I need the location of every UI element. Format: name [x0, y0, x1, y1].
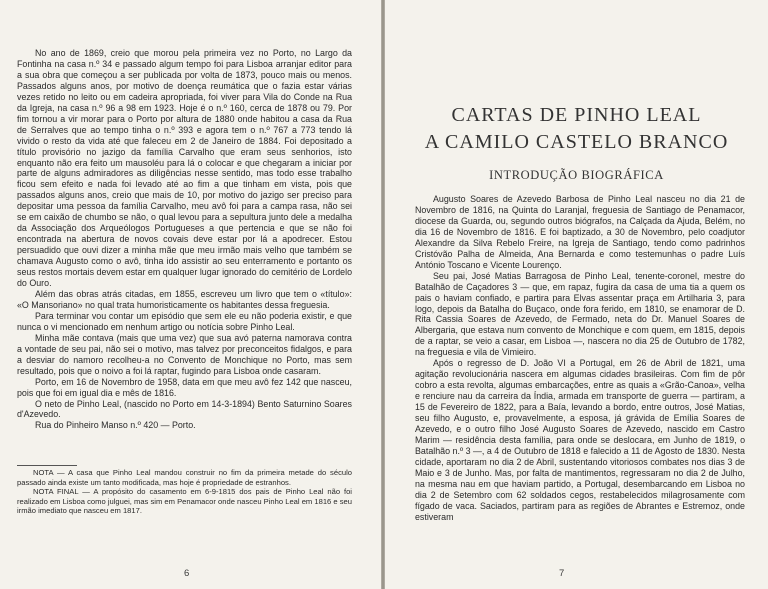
right-body-text — [415, 194, 745, 523]
right-paragraph: Seu pai, José Matias Barragosa de Pinho Leal, tenente-coronel, mestre do Batalhão de Caçadores 3 — que, em rapaz, fugira da casa de uma tia a quem os pais o haviam confiado, e partira para Elvas assentar praça em Artilharia 3, para logo, depois da Batalha do Buçaco, onde fora ferido, em 1810, se enamorar de D. Rita Cassia Soares de Azevedo, de Fermado, neta do Dr. Manuel Soares de Albergaria, que estava num convento de Monchique e com quem, em 1815, depois de a raptar, se veio a casar, em Lisboa —, nascera no dia 25 de Outubro de 1782, na freguesia e vila de Vimieiro. — [415, 270, 745, 358]
right-paragraph: Após o regresso de D. João VI a Portugal, em 26 de Abril de 1821, uma agitação revolucionária nascera em algumas cidades brasileiras. Com fim de pôr cobro a esta revolta, algumas embarcações, entre as quais a «Grão-Canoa», velha e renciure nau da carreira da Índia, armada em transporte de guerra — partiram, a 15 de Fevereiro de 1822, para a Baía, levando a bordo, entre outros, José Matias, seu filho Augusto, e, provavelmente, a esposa, já grávida de Emília Soares de Azevedo, e o outro filho José Augusto Soares de Azevedo, nascido em Castro Marim — residência desta família, para onde se deslocara, em Junho de 1819, o Batalhão n.º 3 —, a 4 de Outubro de 1818 e falecido a 11 de Agosto de 1830. Nesta cidade, aportaram no dia 2 de Abril, sustentando vitoriosos combates nos dias 3 de Maio e 3 de Junho. Mas, por falta de mantimentos, regressaram no dia 2 de Julho, na mesma nau em que haviam partido, a Portugal, desembarcando em Lisboa no dia 2 de Setembro com 62 soldados cegos, restabelecidos milagrosamente com fígado de vaca. Saciados, partiram para as regiões de Abrantes e Estremoz, onde estiveram — [415, 358, 745, 522]
right-page — [385, 0, 768, 589]
footnote: NOTA — A casa que Pinho Leal mandou construir no fim da primeira metade do século passado ainda existe um tanto modificada, mas hoje é propriedade de estranhos. — [17, 468, 352, 487]
left-paragraph: Minha mãe contava (mais que uma vez) que sua avó paterna namorava contra a vontade de seu pai, não sei o motivo, mas talvez por preconceitos fidalgos, e para a desviar do namoro recolheu-a no Convento de Monchique no Porto, mas sem resultado, pois que o noivo a foi lá raptar, fugindo para Lisboa onde casaram. — [17, 332, 352, 376]
left-paragraph: Além das obras atrás citadas, em 1855, escreveu um livro que tem o «título»: «O Mansoriano» no qual trata humoristicamente os habitantes dessa freguesia. — [17, 288, 352, 310]
author-address: Rua do Pinheiro Manso n.º 420 — Porto. — [35, 420, 196, 431]
book-title-line-2: A CAMILO CASTELO BRANCO — [424, 131, 729, 153]
page-number-left: 6 — [184, 568, 190, 579]
left-paragraph: Porto, em 16 de Novembro de 1958, data em que meu avô fez 142 que nasceu, pois que foi em igual dia e mês de 1816. — [17, 376, 352, 398]
left-paragraph: O neto de Pinho Leal, (nascido no Porto em 14-3-1894) Bento Saturnino Soares d'Azevedo. — [17, 398, 352, 420]
right-paragraph: Augusto Soares de Azevedo Barbosa de Pinho Leal nasceu no dia 21 de Novembro de 1816, na Quinta do Laranjal, freguesia de Santiago de Penamacor, diocese da Guarda, ou, segundo outros biógrafos, na Calçada da Ajuda, Belém, no dia 16 de Novembro de 1816. E foi baptizado, a 30 de Novembro, pelo coadjutor Alexandre da Silva Rebelo Freire, na Igreja de Santiago, tendo como padrinhos Cristóvão Palha de Almeida, Ana Bernarda e como testemunhas o padre Luís António Toscano e Vicente Lourenço. — [415, 194, 745, 270]
footnote: NOTA FINAL — A propósito do casamento em 6-9-1815 dos pais de Pinho Leal não foi realizado em Lisboa como julguei, mas sim em Penamacor onde nasceu Pinho Leal em 1816 e seu irmão imediato que nasceu em 1817. — [17, 487, 352, 515]
book-title-line-1: CARTAS DE PINHO LEAL — [451, 104, 702, 126]
section-subtitle: INTRODUÇÃO BIOGRÁFICA — [489, 168, 664, 182]
footnotes — [17, 468, 352, 516]
left-body-text — [17, 48, 352, 431]
left-paragraph: Para terminar vou contar um episódio que sem ele eu não poderia existir, e que nunca o vi mencionado em nenhum artigo ou notícia sobre Pinho Leal. — [17, 310, 352, 332]
left-paragraph: No ano de 1869, creio que morou pela primeira vez no Porto, no Largo da Fontinha na casa n.º 34 e passado algum tempo foi para Lisboa arranjar editor para a sua obra que começou a ser publicada por volta de 1873, pouco mais ou menos. Passados alguns anos, por motivo de doença reumática que o fazia estar várias vezes retido no leito ou em cadeira apropriada, foi viver para Vila do Conde na Rua da Igreja, na casa n.º 96 a 98 em 1923. Hoje é o n.º 160, cerca de 1878 ou 79. Por fim tornou a vir morar para o Porto por altura de 1880 onde habitou a casa da Rua de Serralves que ao tempo tinha o n.º 393 e agora tem o n.º 767 a 773 tendo lá vivido o resto da vida até que faleceu em 2 de Janeiro de 1884. Foi depositado a título provisório no jazigo da família Carvalho que eram seus senhorios, isto enquanto não era feito um mausoléu para lá o colocar e que chegaram a iniciar por parte de alguns admiradores as diligências nesse sentido, mas todo esse trabalho ficou sem efeito e nada foi levado até ao fim a que tinham em vista, pois que passados alguns anos, creio que mais de 10, por motivo do jazigo ser preciso para depositar uma pessoa da família Carvalho, meu avô foi para a campa rasa, não sei se em caixão de chumbo se não, o qual levou para a sepultura junto dele a medalha da Associação dos Arqueólogos Portugueses a que pertencia e que se não foi encontrada na abertura de novos covais deve estar por lá a apodrecer. Estou persuadido que ouvi dizer a minha mãe que meu irmão mais velho que também se chamava Augusto como o avô, tinha ido assistir ao seu enterramento e portanto os seus restos mortais devem estar em qualquer lugar ignorado do cemitério de Lordelo do Ouro. — [17, 48, 352, 289]
page-number-right: 7 — [559, 568, 565, 579]
left-page — [0, 0, 381, 589]
footnote-divider — [17, 465, 77, 466]
